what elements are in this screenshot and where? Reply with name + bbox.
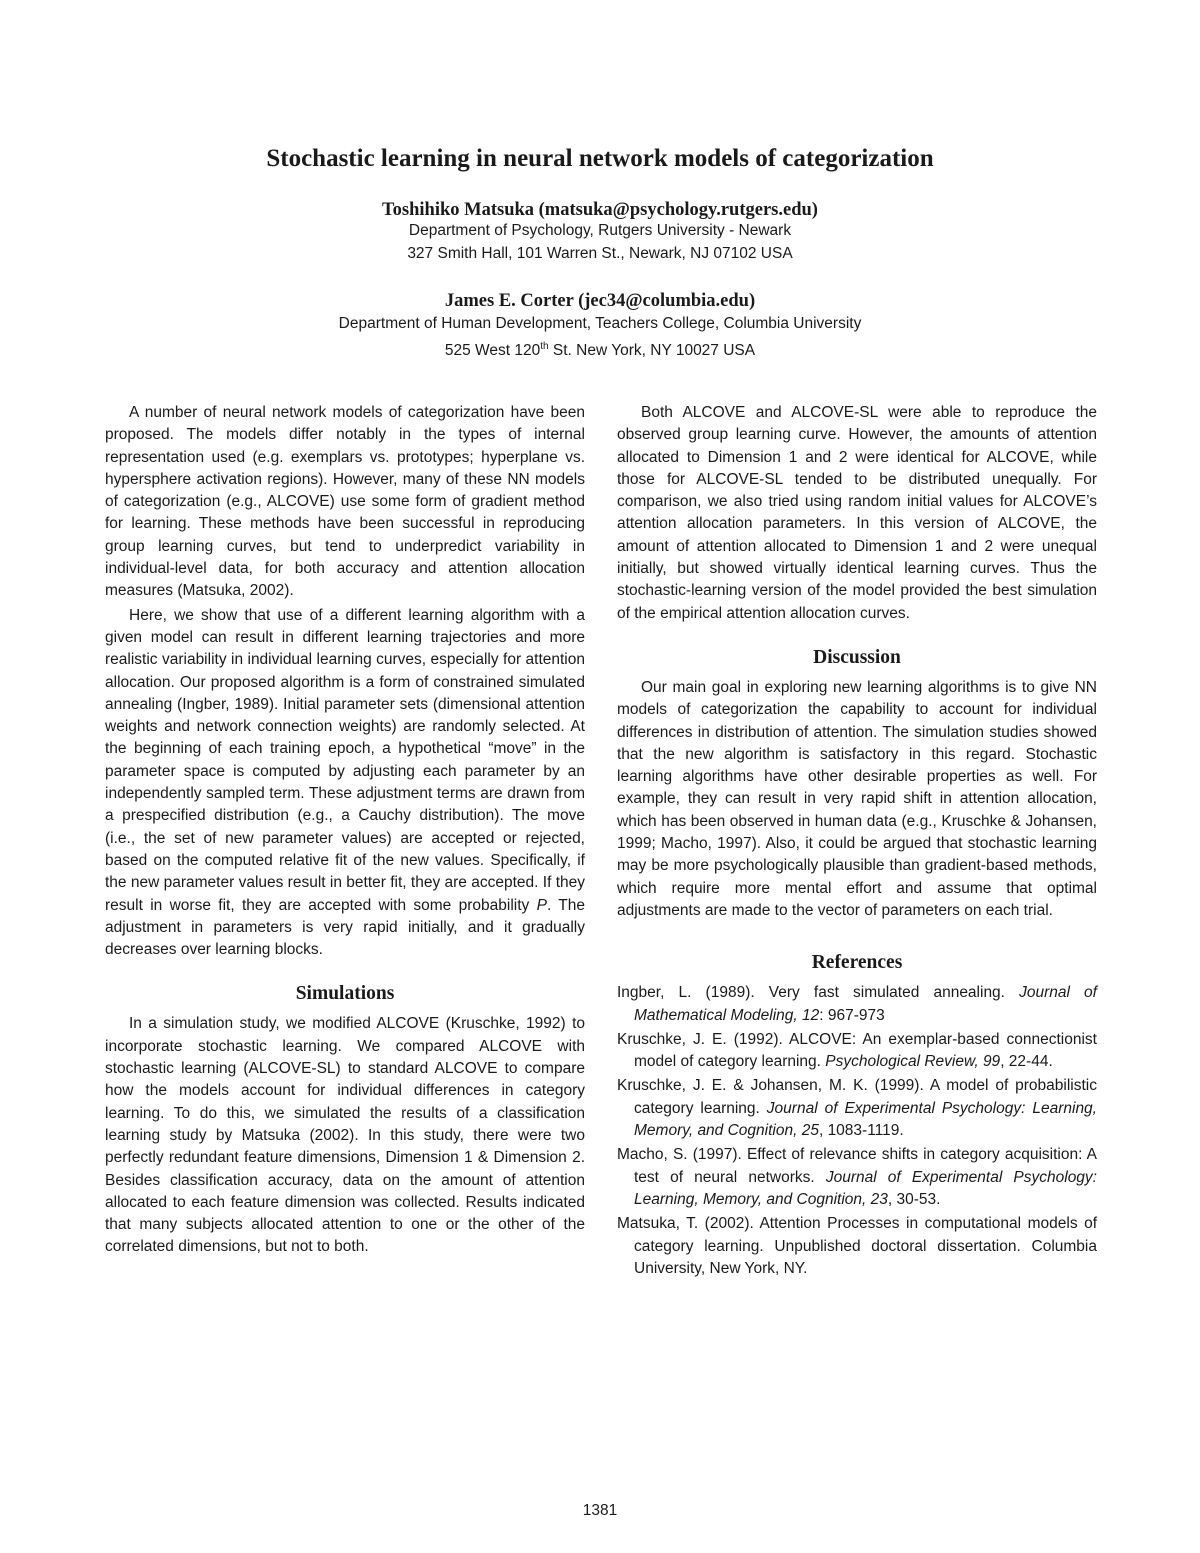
author-2-name: James E. Corter (jec34@columbia.edu) bbox=[444, 291, 756, 311]
discussion-paragraph: Our main goal in exploring new learning algorithms is to give NN models of categorization the capability to account for individual differences in distribution of attention. The simulation studies showed that the new algorithm is satisfactory in this regard. Stochastic learning algorithms have other desirable properties as well. For example, they can result in very rapid shift in attention allocation, which has been observed in human data (e.g., Kruschke & Johansen, 1999; Macho, 1997). Also, it could be argued that stochastic learning may be more psychologically plausible than gradient-based methods, which require more mental effort and assume that optimal adjustments are made to the vector of parameters on each trial. bbox=[617, 678, 1097, 919]
right-column bbox=[617, 402, 1097, 1282]
simulations-heading: Simulations bbox=[295, 983, 395, 1005]
author-1-department: Department of Psychology, Rutgers University - Newark bbox=[408, 222, 792, 239]
reference-item: Kruschke, J. E. (1992). ALCOVE: An exemplar-based connectionist model of category learning. Psychological Review, 99, 22-44. bbox=[617, 1030, 1097, 1071]
paper-title: Stochastic learning in neural network models of categorization bbox=[266, 145, 934, 172]
reference-item: Matsuka, T. (2002). Attention Processes in computational models of category learning. Unpublished doctoral dissertation. Columbia University, New York, NY. bbox=[617, 1215, 1097, 1277]
intro-paragraph-2: Here, we show that use of a different learning algorithm with a given model can result in different learning trajectories and more realistic variability in individual learning curves, especially for attention allocation. Our proposed algorithm is a form of constrained simulated annealing (Ingber, 1989). Initial parameter sets (dimensional attention weights and network connection weights) are randomly selected. At the beginning of each training epoch, a hypothetical “move” in the parameter space is computed by adjusting each parameter by an independently sampled term. These adjustment terms are drawn from a prespecified distribution (e.g., a Cauchy distribution). The move (i.e., the set of new parameter values) are accepted or rejected, based on the computed relative fit of the new values. Specifically, if the new parameter values result in better fit, they are accepted. If they result in worse fit, they are accepted with some probability P. The adjustment in parameters is very rapid initially, and it gradually decreases over learning blocks. bbox=[105, 606, 585, 959]
left-column bbox=[105, 402, 585, 1259]
simulations-paragraph: In a simulation study, we modified ALCOVE (Kruschke, 1992) to incorporate stochastic learning. We compared ALCOVE with stochastic learning (ALCOVE-SL) to standard ALCOVE to compare how the models account for individual differences in category learning. To do this, we simulated the results of a classification learning study by Matsuka (2002). In this study, there were two perfectly redundant feature dimensions, Dimension 1 & Dimension 2. Besides classification accuracy, data on the amount of attention allocated to each feature dimension was collected. Results indicated that many subjects allocated attention to one or the other of the correlated dimensions, but not to both. bbox=[105, 1015, 585, 1256]
references-heading: References bbox=[811, 952, 903, 974]
reference-item: Ingber, L. (1989). Very fast simulated annealing. Journal of Mathematical Modeling, 12: 967-973 bbox=[617, 984, 1097, 1024]
author-2-department: Department of Human Development, Teachers College, Columbia University bbox=[338, 315, 862, 332]
author-2-address: 525 West 120th St. New York, NY 10027 USA bbox=[444, 341, 756, 360]
reference-item: Macho, S. (1997). Effect of relevance shifts in category acquisition: A test of neural networks. Journal of Experimental Psychology: Learning, Memory, and Cognition, 23, 30-53. bbox=[617, 1146, 1097, 1208]
results-paragraph: Both ALCOVE and ALCOVE-SL were able to reproduce the observed group learning curve. However, the amounts of attention allocated to Dimension 1 and 2 were identical for ALCOVE, while those for ALCOVE-SL tended to be distributed unequally. For comparison, we also tried using random initial values for ALCOVE’s attention allocation parameters. In this version of ALCOVE, the amount of attention allocated to Dimension 1 and 2 were unequal initially, but showed virtually identical learning curves. Thus the stochastic-learning version of the model provided the best simulation of the empirical attention allocation curves. bbox=[617, 404, 1097, 622]
references-list bbox=[617, 982, 1097, 1280]
author-1-name: Toshihiko Matsuka (matsuka@psychology.rutgers.edu) bbox=[382, 200, 818, 220]
reference-item: Kruschke, J. E. & Johansen, M. K. (1999). A model of probabilistic category learning. Journal of Experimental Psychology: Learning, Memory, and Cognition, 25, 1083-1119. bbox=[617, 1077, 1097, 1140]
intro-paragraph-1: A number of neural network models of categorization have been proposed. The models differ notably in the types of internal representation used (e.g. exemplars vs. prototypes; hyperplane vs. hypersphere activation regions). However, many of these NN models of categorization (e.g., ALCOVE) use some form of gradient method for learning. These methods have been successful in reproducing group learning curves, but tend to underpredict variability in individual-level data, for both accuracy and attention allocation measures (Matsuka, 2002). bbox=[105, 404, 585, 600]
author-1-address: 327 Smith Hall, 101 Warren St., Newark, NJ 07102 USA bbox=[407, 245, 793, 262]
discussion-heading: Discussion bbox=[813, 646, 901, 668]
page-number: 1381 bbox=[582, 1502, 618, 1519]
